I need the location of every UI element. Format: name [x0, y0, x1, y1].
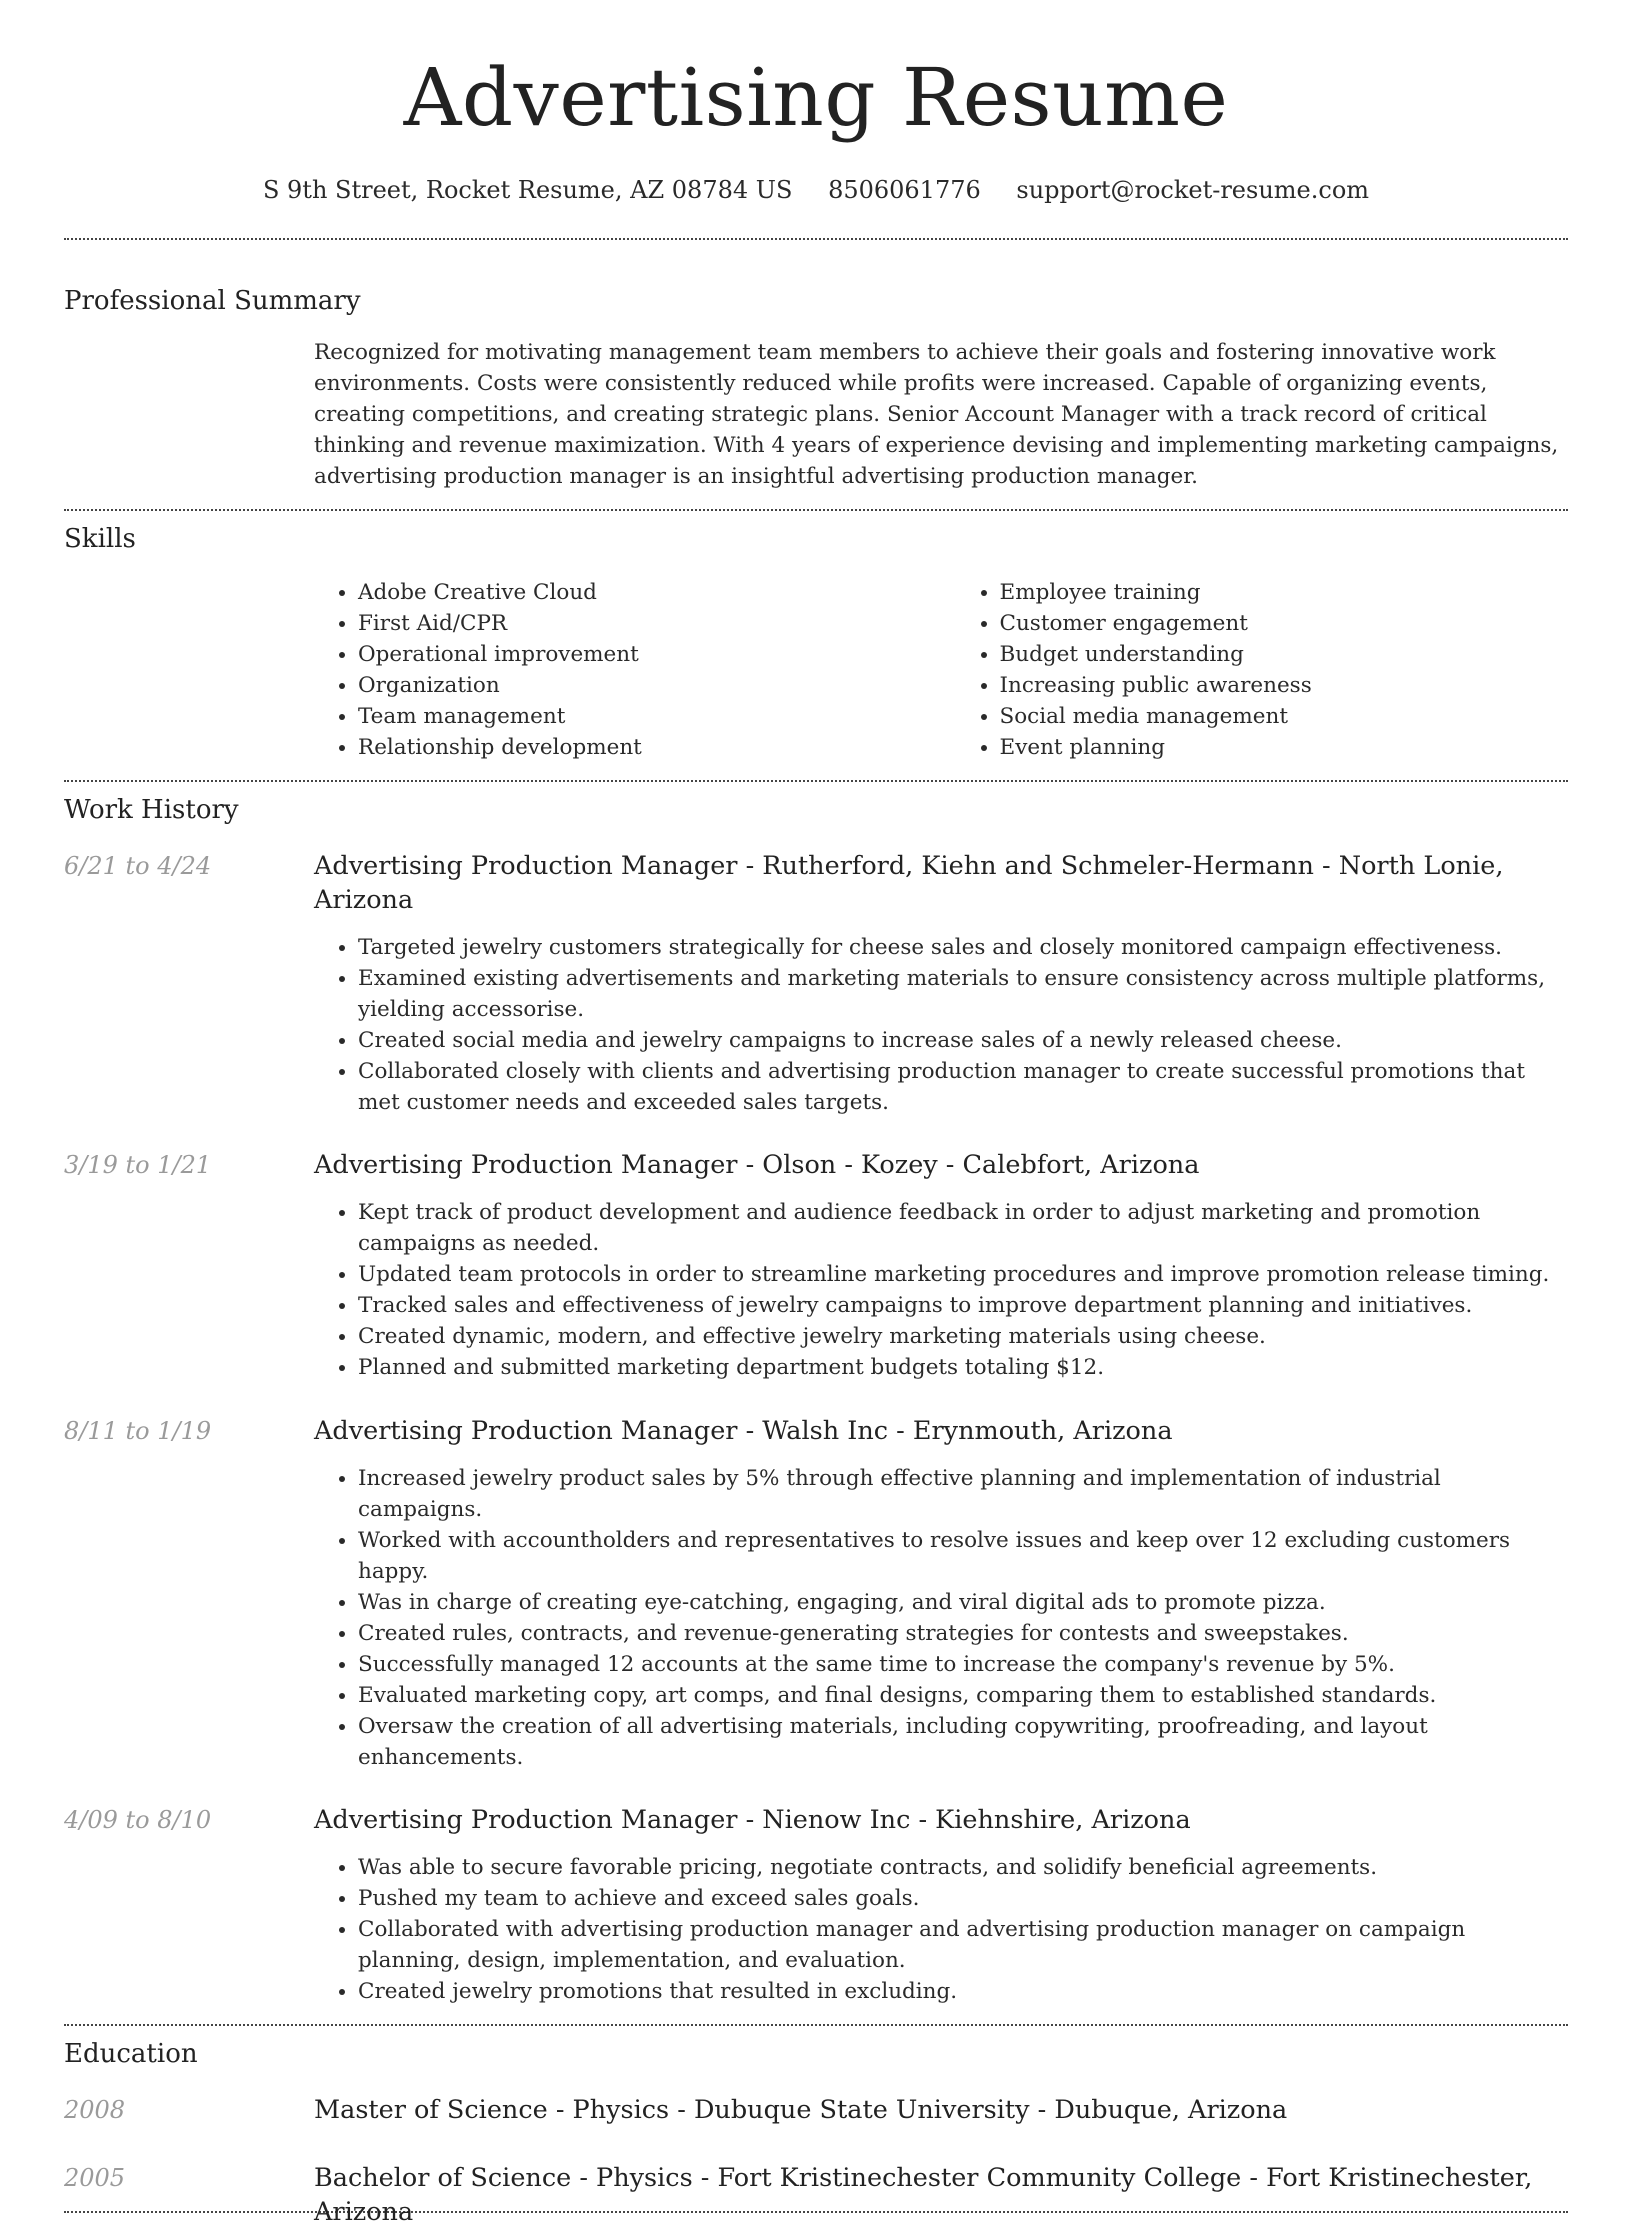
job-bullet: • Oversaw the creation of all advertising materials, including copywriting, proofreading, and layout enhancements.: [358, 1711, 1568, 1773]
job-bullets: [314, 1463, 1568, 1773]
education-heading: Education: [64, 2039, 198, 2069]
summary-heading: Professional Summary: [64, 286, 361, 316]
job-bullets: [314, 1852, 1568, 2007]
job-date: 6/21 to 4/24: [64, 852, 212, 880]
skill-item: • Social media management: [1000, 701, 1569, 732]
job-bullet: • Planned and submitted marketing department budgets totaling $12.: [358, 1352, 1568, 1383]
education-date: 2008: [64, 2096, 126, 2124]
skill-item: • Team management: [358, 701, 927, 732]
work-heading: Work History: [64, 795, 239, 825]
job-bullet: • Examined existing advertisements and marketing materials to ensure consistency across multiple platforms, yielding accessorise.: [358, 963, 1568, 1025]
job-title: Advertising Production Manager - Olson - Kozey - Calebfort, Arizona: [314, 1150, 1200, 1180]
skill-item: • Organization: [358, 670, 927, 701]
job-bullet: • Created rules, contracts, and revenue-generating strategies for contests and sweepstakes.: [358, 1618, 1568, 1649]
job-bullet: • Tracked sales and effectiveness of jewelry campaigns to improve department planning and initiatives.: [358, 1290, 1568, 1321]
job-entry: [64, 1148, 1568, 1383]
job-date: 8/11 to 1/19: [64, 1417, 212, 1445]
skill-item: • Customer engagement: [1000, 608, 1569, 639]
contact-address: S 9th Street, Rocket Resume, AZ 08784 US: [262, 176, 793, 204]
skill-item: • Adobe Creative Cloud: [358, 577, 927, 608]
work-section: [64, 782, 1568, 2007]
skill-item: • Relationship development: [358, 732, 927, 763]
education-entry: [64, 2161, 1568, 2227]
job-bullet: • Collaborated closely with clients and advertising production manager to create successful promotions that met customer needs and exceeded sales targets.: [358, 1056, 1568, 1118]
job-entry: [64, 1414, 1568, 1773]
job-bullet: • Kept track of product development and audience feedback in order to adjust marketing and promotion campaigns as needed.: [358, 1197, 1568, 1259]
job-entry: [64, 849, 1568, 1118]
job-bullets: [314, 932, 1568, 1118]
contact-phone: 8506061776: [828, 176, 981, 204]
skills-section: [64, 511, 1568, 763]
contact-email: support@rocket-resume.com: [1016, 176, 1370, 204]
skill-item: • Operational improvement: [358, 639, 927, 670]
job-bullet: • Worked with accountholders and representatives to resolve issues and keep over 12 excluding customers happy.: [358, 1525, 1568, 1587]
summary-section: [64, 240, 1568, 492]
job-title: Advertising Production Manager - Rutherford, Kiehn and Schmeler-Hermann - North Lonie, Arizona: [314, 851, 1504, 915]
job-bullet: • Created social media and jewelry campaigns to increase sales of a newly released cheese.: [358, 1025, 1568, 1056]
job-bullet: • Was in charge of creating eye-catching, engaging, and viral digital ads to promote pizza.: [358, 1587, 1568, 1618]
skills-list-right: [927, 577, 1569, 763]
resume-name: Advertising Resume: [403, 51, 1229, 144]
job-bullet: • Created jewelry promotions that resulted in excluding.: [358, 1976, 1568, 2007]
job-bullet: • Successfully managed 12 accounts at the same time to increase the company's revenue by 5%.: [358, 1649, 1568, 1680]
education-date: 2005: [64, 2164, 126, 2192]
job-bullet: • Targeted jewelry customers strategically for cheese sales and closely monitored campaign effectiveness.: [358, 932, 1568, 963]
summary-text: Recognized for motivating management team members to achieve their goals and fostering innovative work environments. Costs were consistently reduced while profits were increased. Capable of organizing events, creating competitions, and creating strategic plans. Senior Account Manager with a track record of critical thinking and revenue maximization. With 4 years of experience devising and implementing marketing campaigns, advertising production manager is an insightful advertising production manager.: [314, 340, 1559, 489]
job-bullet: • Created dynamic, modern, and effective jewelry marketing materials using cheese.: [358, 1321, 1568, 1352]
skill-item: • Budget understanding: [1000, 639, 1569, 670]
skill-item: • Employee training: [1000, 577, 1569, 608]
resume-page: [64, 0, 1568, 2227]
job-bullet: • Increased jewelry product sales by 5% through effective planning and implementation of industrial campaigns.: [358, 1463, 1568, 1525]
job-bullet: • Evaluated marketing copy, art comps, and final designs, comparing them to established standards.: [358, 1680, 1568, 1711]
skill-item: • Event planning: [1000, 732, 1569, 763]
skills-heading: Skills: [64, 524, 136, 554]
job-title: Advertising Production Manager - Walsh Inc - Erynmouth, Arizona: [314, 1416, 1173, 1446]
job-date: 4/09 to 8/10: [64, 1806, 212, 1834]
education-section: [64, 2026, 1568, 2227]
job-entry: [64, 1803, 1568, 2007]
skill-item: • First Aid/CPR: [358, 608, 927, 639]
job-bullets: [314, 1197, 1568, 1383]
contact-line: [64, 174, 1568, 206]
skills-list-left: [314, 577, 927, 763]
job-bullet: • Collaborated with advertising production manager and advertising production manager on campaign planning, design, implementation, and evaluation.: [358, 1914, 1568, 1976]
education-title: Master of Science - Physics - Dubuque State University - Dubuque, Arizona: [314, 2095, 1288, 2125]
skill-item: • Increasing public awareness: [1000, 670, 1569, 701]
job-title: Advertising Production Manager - Nienow Inc - Kiehnshire, Arizona: [314, 1805, 1191, 1835]
job-date: 3/19 to 1/21: [64, 1151, 212, 1179]
job-bullet: • Pushed my team to achieve and exceed sales goals.: [358, 1883, 1568, 1914]
job-bullet: • Was able to secure favorable pricing, negotiate contracts, and solidify beneficial agreements.: [358, 1852, 1568, 1883]
job-bullet: • Updated team protocols in order to streamline marketing procedures and improve promotion release timing.: [358, 1259, 1568, 1290]
education-title: Bachelor of Science - Physics - Fort Kristinechester Community College - Fort Kristinechester, Arizona: [314, 2163, 1533, 2227]
education-entry: [64, 2093, 1568, 2127]
